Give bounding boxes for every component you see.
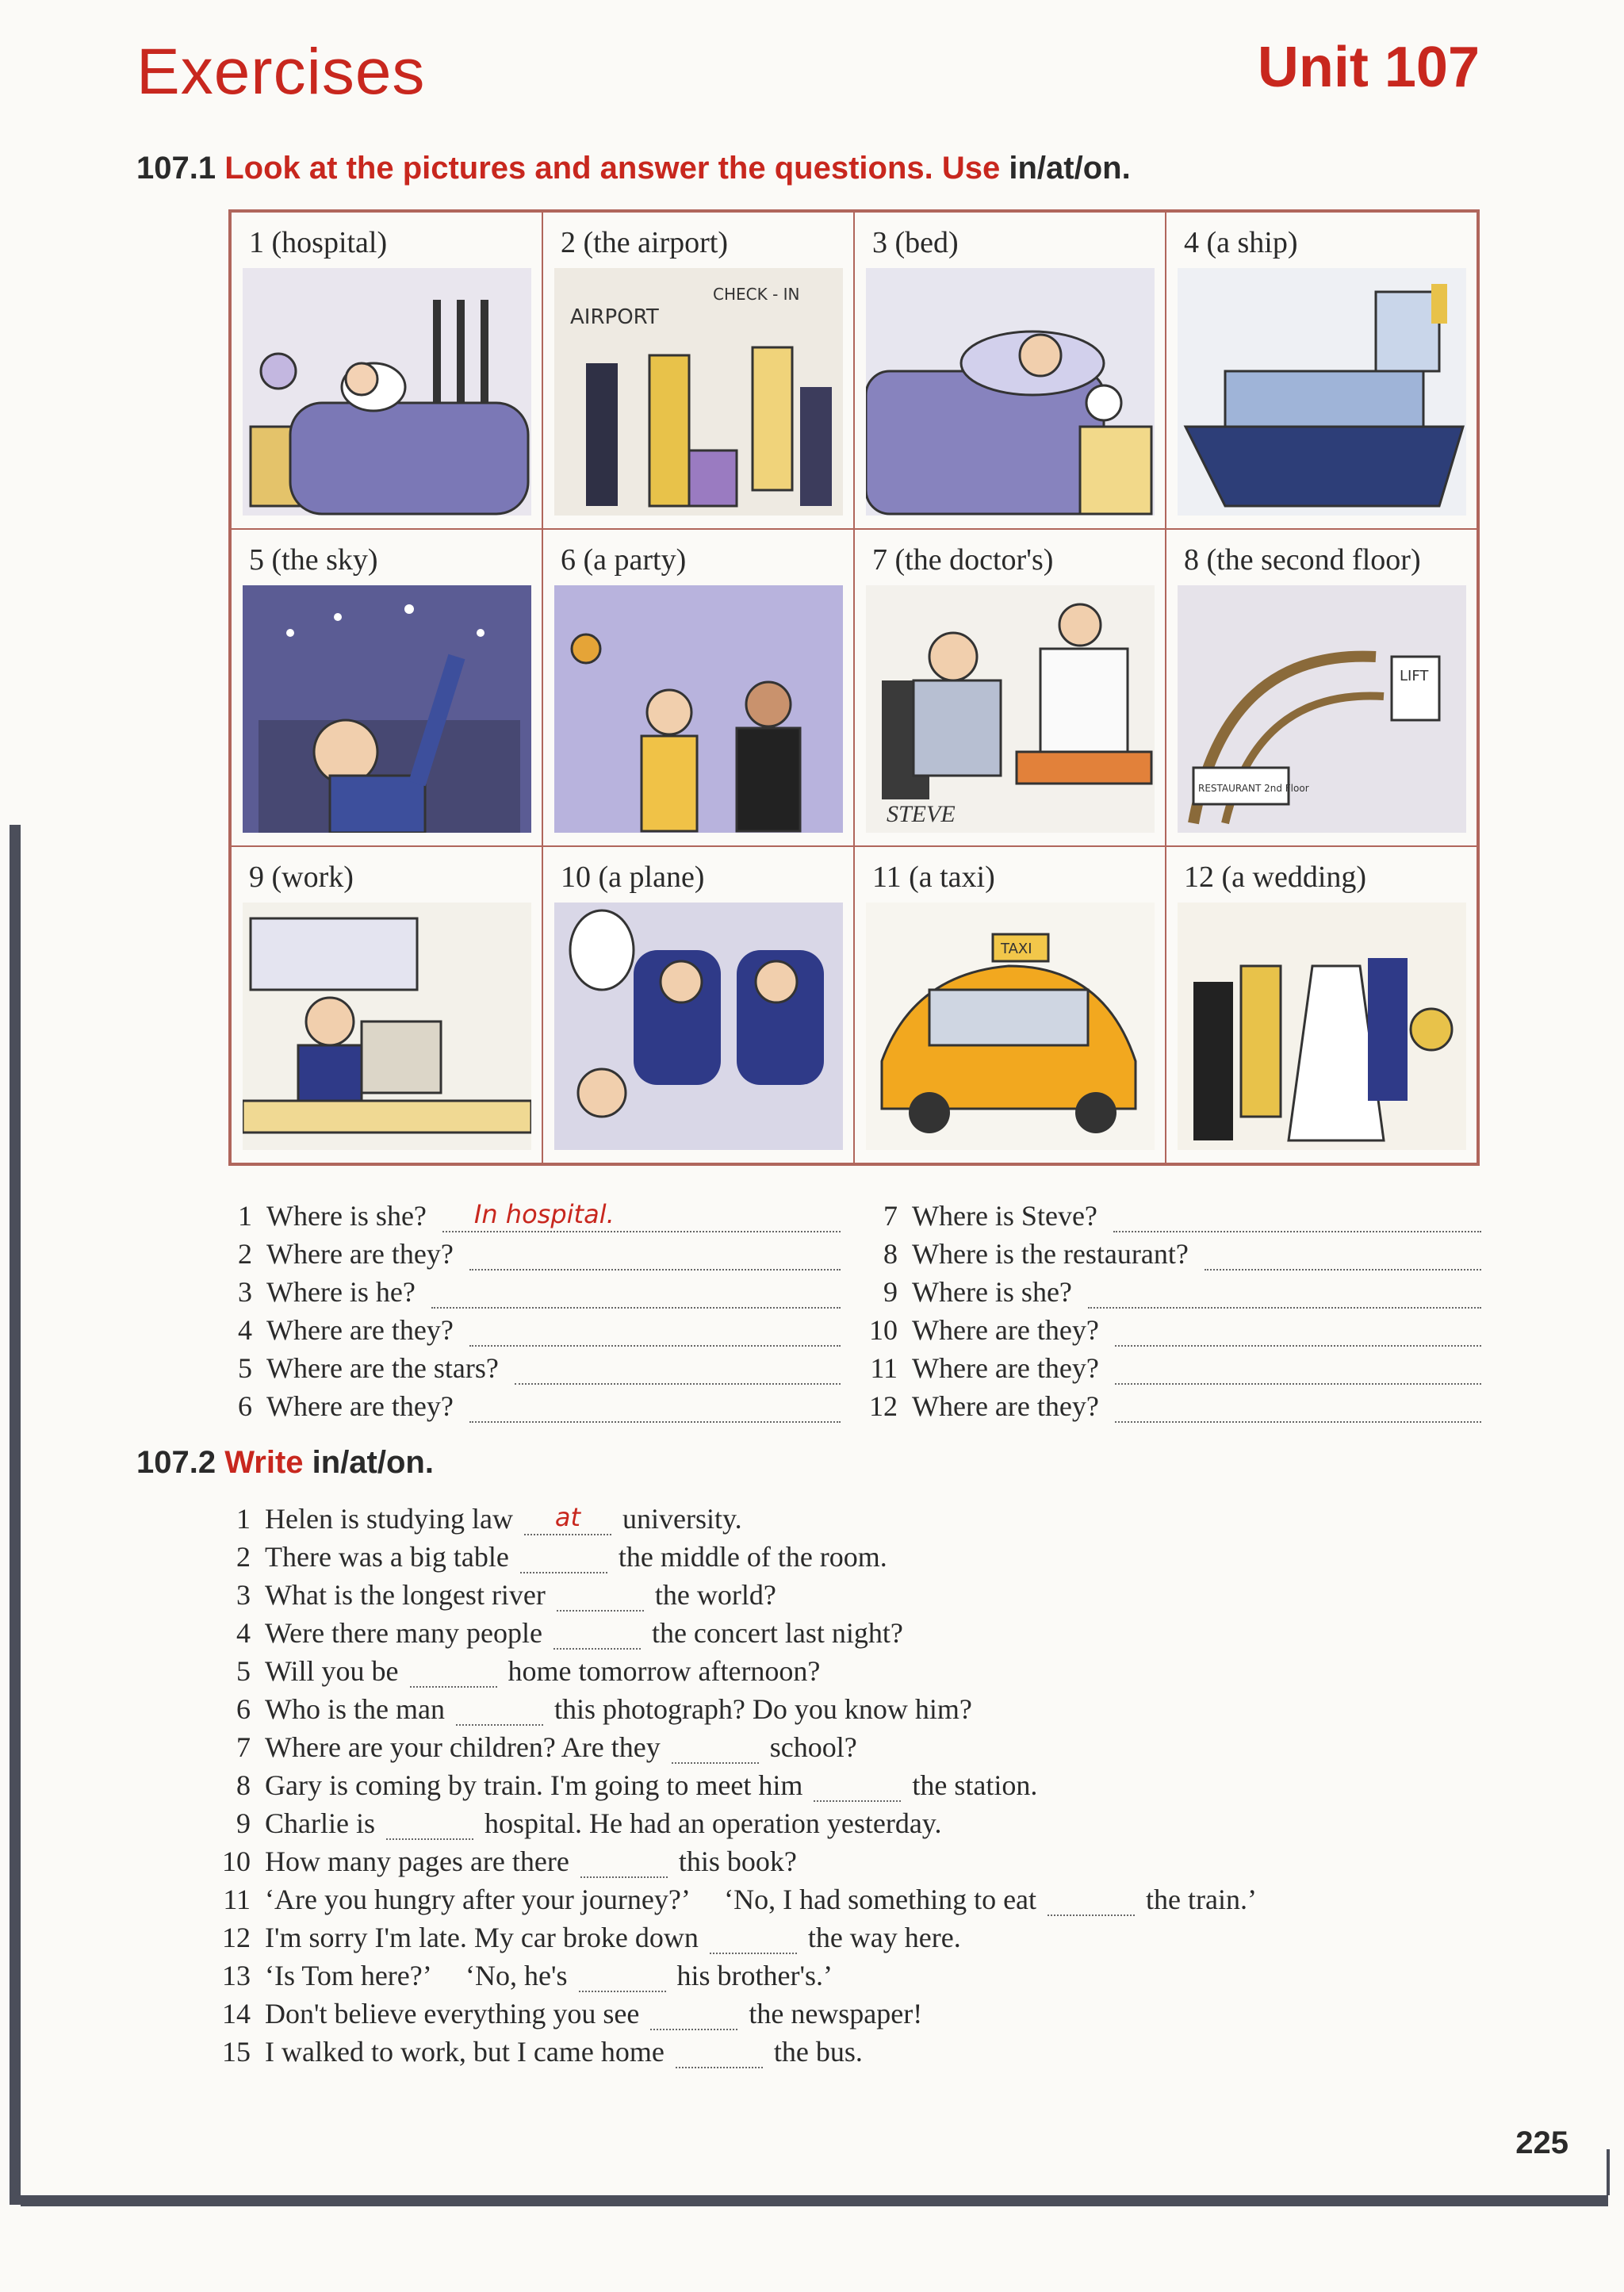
airport-illustration (554, 268, 843, 516)
picture-label: 1 (hospital) (249, 226, 388, 259)
answer-field[interactable] (1113, 1204, 1481, 1232)
checkin-sign: CHECK - IN (713, 285, 800, 304)
airport-sign: AIRPORT (570, 305, 659, 329)
blank-field[interactable] (650, 2005, 737, 2030)
answer-text: at (554, 1502, 581, 1532)
answer-field[interactable] (469, 1394, 841, 1423)
sentence-row: 14 Don't believe everything you see the newspaper! (222, 1998, 923, 2029)
question-row: 6 Where are they? (214, 1386, 841, 1423)
exercise-instruction: Look at the pictures and answer the questions. Use (224, 151, 1001, 186)
exercise-instruction: Write (224, 1445, 304, 1480)
exercise-2-heading (136, 1445, 434, 1481)
picture-label: 11 (a taxi) (872, 860, 995, 894)
page-title: Exercises (136, 36, 426, 108)
exercise-emphasis: in/at/on. (312, 1445, 434, 1480)
picture-cell-plane (542, 846, 854, 1163)
picture-cell-wedding (1166, 846, 1477, 1163)
picture-cell-taxi (854, 846, 1166, 1163)
sentence-row: 9 Charlie is hospital. He had an operation yesterday. (236, 1807, 942, 1839)
picture-label: 3 (bed) (872, 226, 959, 259)
exercise-number: 107.2 (136, 1445, 216, 1480)
blank-field[interactable] (386, 1815, 473, 1840)
answer-field[interactable] (1115, 1318, 1481, 1347)
picture-label: 2 (the airport) (561, 226, 729, 259)
question-text: Where are they? (912, 1314, 1099, 1346)
question-row: 1 Where is she? In hospital. (214, 1196, 841, 1232)
picture-cell-doctors (854, 529, 1166, 846)
question-text: Where are they? (266, 1390, 454, 1422)
question-text: Where are they? (912, 1390, 1099, 1422)
sentence-row: 10 How many pages are there this book? (222, 1845, 797, 1877)
blank-field[interactable] (557, 1586, 644, 1612)
restaurant-sign: RESTAURANT 2nd Floor (1198, 783, 1309, 794)
question-row: 5 Where are the stars? (214, 1348, 841, 1385)
answer-field[interactable] (1115, 1394, 1481, 1423)
question-row: 3 Where is he? (214, 1272, 841, 1309)
question-text: Where is the restaurant? (912, 1238, 1189, 1270)
sentence-row: 2 There was a big table the middle of the room. (236, 1541, 887, 1573)
exercise-emphasis: in/at/on. (1009, 151, 1131, 186)
picture-cell-bed (854, 212, 1166, 529)
question-text: Where are they? (266, 1314, 454, 1346)
question-row: 4 Where are they? (214, 1310, 841, 1347)
picture-label: 8 (the second floor) (1184, 543, 1421, 577)
blank-field[interactable] (1048, 1891, 1135, 1916)
picture-label: 9 (work) (249, 860, 354, 894)
exercise-number: 107.1 (136, 151, 216, 186)
bed-illustration (866, 268, 1155, 516)
sentence-row: 13 ‘Is Tom here?’ ‘No, he's his brother's.’ (222, 1960, 833, 1991)
blank-field[interactable] (579, 1967, 666, 1992)
picture-label: 12 (a wedding) (1184, 860, 1367, 894)
wedding-illustration (1178, 903, 1466, 1150)
question-row: 2 Where are they? (214, 1234, 841, 1271)
answer-field[interactable] (1205, 1242, 1481, 1271)
answer-field[interactable] (469, 1318, 841, 1347)
blank-field[interactable] (580, 1853, 668, 1878)
sentence-row: 15 I walked to work, but I came home the bus. (222, 2036, 863, 2068)
blank-field[interactable] (672, 1738, 759, 1764)
sentence-row: 4 Were there many people the concert last night? (236, 1617, 903, 1649)
page-corner-rule (1607, 2149, 1610, 2195)
question-text: Where is Steve? (912, 1200, 1097, 1232)
blank-field[interactable] (710, 1929, 797, 1954)
picture-grid (228, 209, 1480, 1166)
question-row: 11 Where are they? (860, 1348, 1481, 1385)
question-text: Where is she? (266, 1200, 427, 1232)
party-illustration (554, 585, 843, 833)
sentence-row: 7 Where are your children? Are they school? (236, 1731, 857, 1763)
steve-caption: STEVE (887, 801, 956, 827)
answer-field[interactable] (515, 1356, 841, 1385)
sentence-row: 12 I'm sorry I'm late. My car broke down the way here. (222, 1922, 961, 1953)
sentence-row: 8 Gary is coming by train. I'm going to meet him the station. (236, 1769, 1038, 1801)
page-edge-bar (10, 825, 21, 2205)
hospital-illustration (243, 268, 531, 516)
answer-field[interactable] (469, 1242, 841, 1271)
picture-cell-hospital (231, 212, 542, 529)
question-row: 12 Where are they? (860, 1386, 1481, 1423)
blank-field[interactable] (676, 2043, 763, 2068)
answer-field[interactable] (442, 1199, 841, 1232)
picture-cell-second-floor (1166, 529, 1477, 846)
question-text: Where are they? (912, 1352, 1099, 1384)
question-text: Where are they? (266, 1238, 454, 1270)
answer-text: In hospital. (473, 1199, 615, 1229)
question-row: 8 Where is the restaurant? (860, 1234, 1481, 1271)
picture-label: 4 (a ship) (1184, 226, 1298, 259)
picture-label: 5 (the sky) (249, 543, 378, 577)
picture-label: 10 (a plane) (561, 860, 705, 894)
question-text: Where are the stars? (266, 1352, 499, 1384)
lift-sign: LIFT (1400, 668, 1429, 684)
question-text: Where is he? (266, 1276, 416, 1308)
sentence-row: 11 ‘Are you hungry after your journey?’ ‘No, I had something to eat the train.’ (223, 1884, 1257, 1915)
picture-cell-ship (1166, 212, 1477, 529)
blank-field[interactable] (814, 1776, 901, 1802)
sentence-row: 6 Who is the man this photograph? Do you know him? (236, 1693, 972, 1725)
question-row: 10 Where are they? (860, 1310, 1481, 1347)
exercise-1-heading (136, 151, 1131, 186)
picture-cell-party (542, 529, 854, 846)
picture-label: 6 (a party) (561, 543, 687, 577)
question-text: Where is she? (912, 1276, 1072, 1308)
sentence-row: 5 Will you be home tomorrow afternoon? (236, 1655, 821, 1687)
taxi-sign: TAXI (1001, 941, 1032, 957)
answer-field[interactable] (431, 1280, 841, 1309)
blank-field[interactable] (410, 1662, 497, 1688)
doctor-illustration (866, 585, 1155, 833)
page-bottom-bar (21, 2195, 1608, 2206)
unit-label: Unit 107 (1257, 36, 1480, 99)
answer-field[interactable] (1115, 1356, 1481, 1385)
blank-field[interactable] (456, 1700, 543, 1726)
picture-cell-airport (542, 212, 854, 529)
sentence-row: 1 Helen is studying law at university. (236, 1502, 742, 1535)
picture-label: 7 (the doctor's) (872, 543, 1054, 577)
sentence-row: 3 What is the longest river the world? (236, 1579, 776, 1611)
office-illustration (243, 903, 531, 1150)
picture-cell-sky (231, 529, 542, 846)
blank-field[interactable] (553, 1624, 641, 1650)
question-row: 9 Where is she? (860, 1272, 1481, 1309)
plane-illustration (554, 903, 843, 1150)
blank-field[interactable] (524, 1502, 611, 1535)
question-row: 7 Where is Steve? (860, 1196, 1481, 1232)
blank-field[interactable] (520, 1548, 607, 1573)
stairs-illustration (1178, 585, 1466, 833)
answer-field[interactable] (1088, 1280, 1481, 1309)
taxi-illustration (866, 903, 1155, 1150)
ship-illustration (1178, 268, 1466, 516)
picture-cell-work (231, 846, 542, 1163)
page-number: 225 (1515, 2125, 1568, 2160)
sky-illustration (243, 585, 531, 833)
